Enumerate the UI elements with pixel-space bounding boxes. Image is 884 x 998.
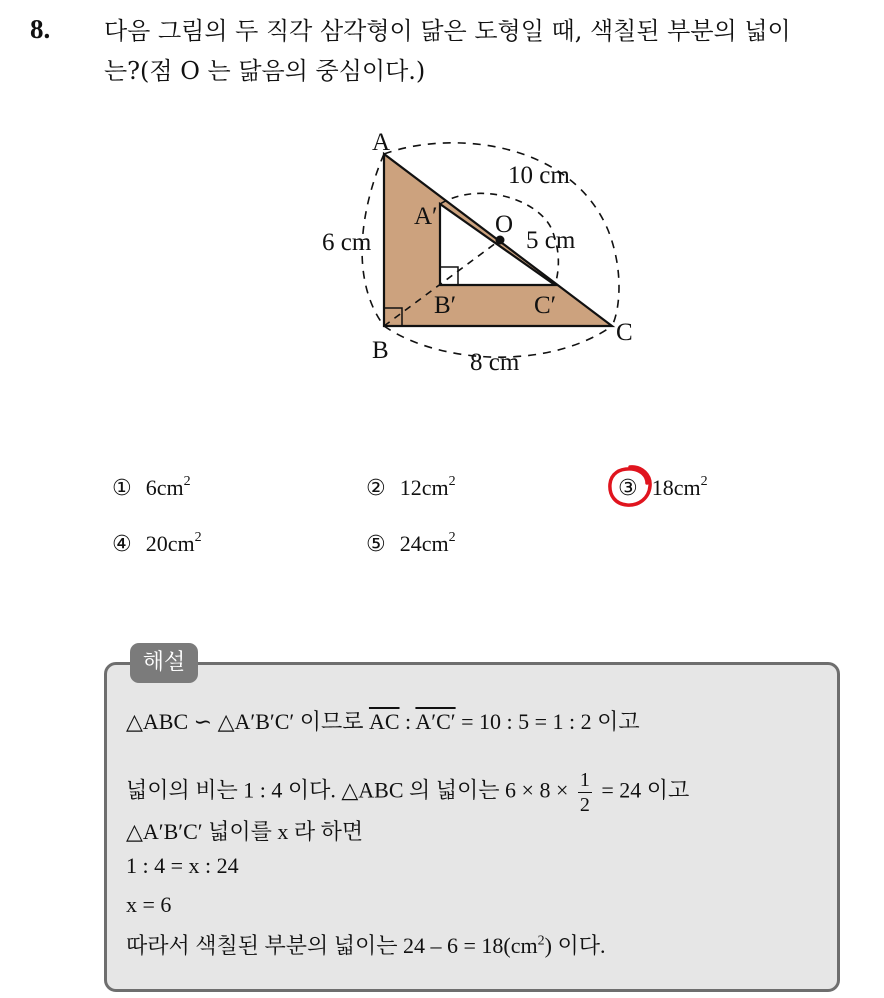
fraction-denominator: 2: [579, 794, 590, 816]
choice-4[interactable]: [112, 530, 202, 557]
choice-4-mark: ④: [112, 532, 132, 557]
choice-4-value: 20cm: [145, 531, 195, 556]
sol-l6-text: 따라서 색칠된 부분의 넓이는 24 – 6 = 18(cm: [126, 933, 538, 958]
solution-line-5: x = 6: [126, 892, 172, 917]
sol-l6-end: ) 이다.: [544, 933, 606, 958]
label-c: C: [616, 319, 633, 346]
choice-4-exp: 2: [194, 530, 202, 545]
label-c-prime: C′: [534, 292, 557, 319]
choice-5[interactable]: [366, 530, 456, 557]
label-a: A: [372, 129, 391, 156]
sol-tri-abc: △ABC: [126, 709, 189, 734]
label-ab-length: 6 cm: [322, 229, 372, 256]
solution-line-6: [126, 929, 605, 960]
sol-l2-text2: = 24 이고: [595, 777, 690, 803]
solution-tag: 해설: [130, 643, 198, 683]
sol-l1-text2: = 10 : 5 = 1 : 2 이고: [455, 709, 640, 734]
choice-1-mark: ①: [112, 476, 132, 501]
choice-3-exp: 2: [700, 474, 708, 489]
solution-line-1: [126, 705, 640, 736]
choice-2-exp: 2: [448, 474, 456, 489]
fraction-one-half: [578, 770, 592, 815]
label-bc-length: 8 cm: [470, 349, 520, 376]
segment-ac: $\overline{AC}$: [368, 709, 400, 734]
similar-triangles-figure: [290, 120, 650, 380]
choice-1-value: 6cm: [145, 475, 184, 500]
label-o: O: [495, 211, 514, 238]
choice-2-mark: ②: [366, 476, 386, 501]
choice-2-value: 12cm: [399, 475, 449, 500]
sol-tri-prime: △A′B′C′: [217, 709, 295, 734]
segment-a-prime-c-prime: A′C′: [415, 709, 456, 734]
choice-2[interactable]: [366, 474, 456, 501]
similar-symbol: ∽: [193, 710, 213, 735]
choice-5-mark: ⑤: [366, 532, 386, 557]
label-oc-length: 5 cm: [526, 227, 576, 254]
label-ac-length: 10 cm: [508, 162, 570, 189]
answer-circle-mark: [606, 463, 654, 509]
choice-3-value: 18cm: [651, 475, 701, 500]
question-number: 8.: [30, 14, 51, 44]
sol-l1-colon: :: [399, 709, 416, 734]
sol-l6-exp: 2: [537, 933, 545, 949]
solution-line-2: [126, 770, 689, 815]
choice-3-mark: ③: [618, 476, 638, 501]
solution-line-4: 1 : 4 = x : 24: [126, 853, 239, 878]
choice-5-exp: 2: [448, 530, 456, 545]
fraction-numerator: 1: [579, 769, 590, 791]
sol-l2-text1: 넓이의 비는 1 : 4 이다. △ABC 의 넓이는 6 × 8 ×: [126, 777, 574, 803]
choice-1[interactable]: [112, 474, 191, 501]
choice-1-exp: 2: [183, 474, 191, 489]
label-a-prime: A′: [414, 203, 438, 230]
choice-5-value: 24cm: [399, 531, 449, 556]
label-b: B: [372, 337, 389, 364]
question-text-line1: 다음 그림의 두 직각 삼각형이 닮은 도형일 때, 색칠된 부분의 넓이: [104, 17, 791, 45]
label-b-prime: B′: [434, 292, 457, 319]
question-text-line2: 는?(점 O 는 닮음의 중심이다.): [104, 57, 426, 85]
sol-l1-text1: 이므로: [294, 709, 369, 734]
solution-line-3: △A′B′C′ 넓이를 x 라 하면: [126, 819, 364, 844]
